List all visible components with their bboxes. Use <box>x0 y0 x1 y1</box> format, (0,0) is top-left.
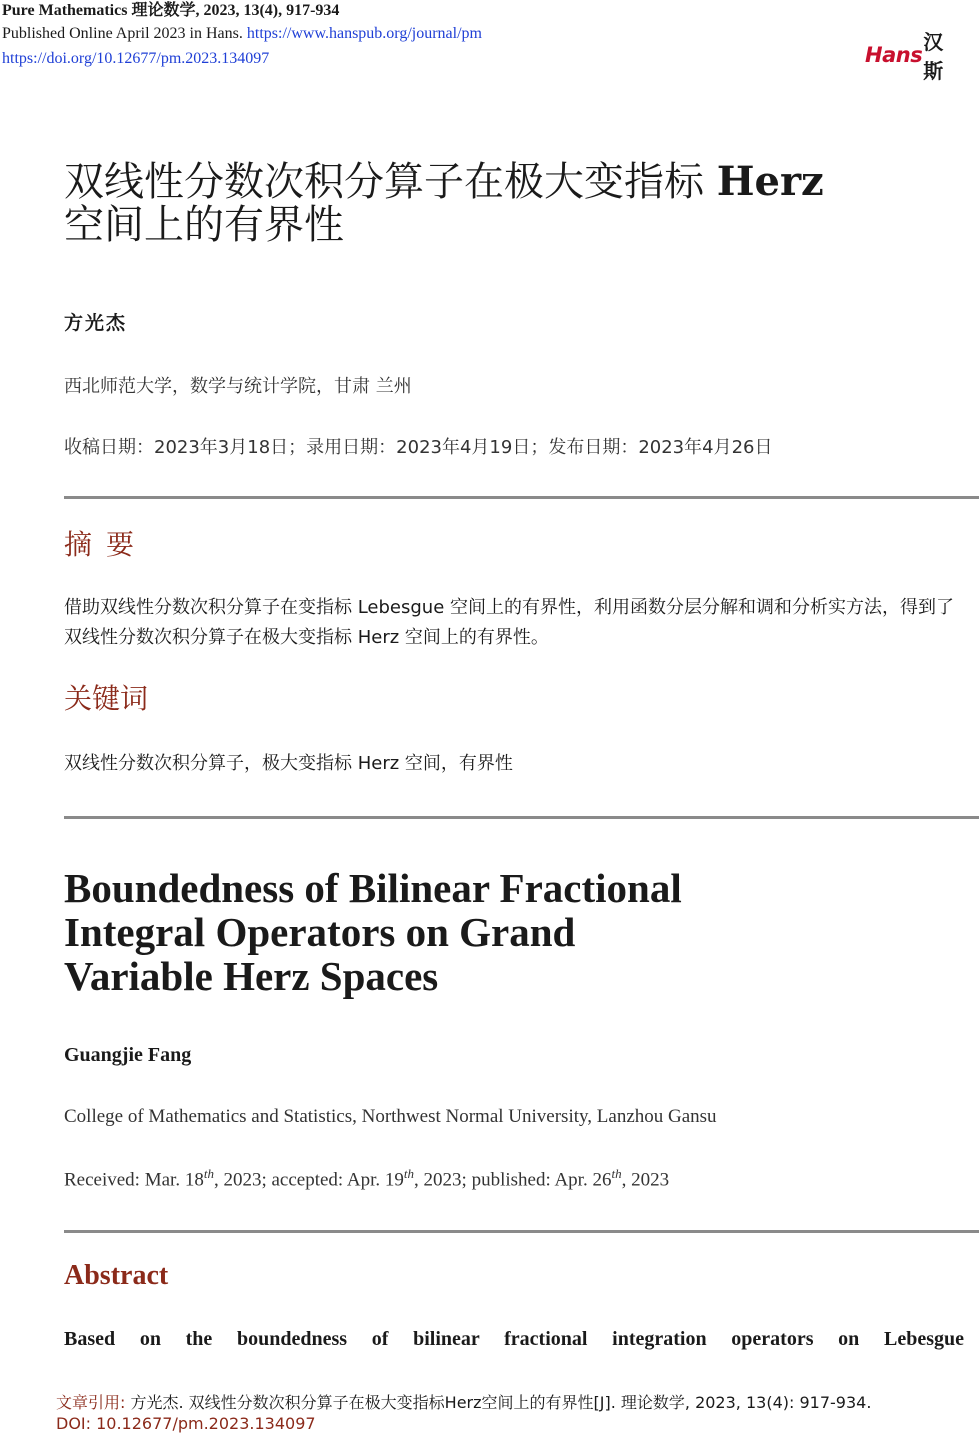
en-title-line3: Variable Herz Spaces <box>64 953 439 999</box>
journal-link[interactable]: https://www.hanspub.org/journal/pm <box>246 25 482 42</box>
section-divider-1 <box>64 496 979 499</box>
published-sup: th <box>611 1166 622 1181</box>
cn-title-prefix: 双线性分数次积分算子在极大变指标 <box>64 159 704 205</box>
accepted-sup: th <box>403 1166 415 1181</box>
published-text: Published Online April 2023 in Hans. <box>2 25 243 42</box>
en-title-line2: Integral Operators on Grand <box>64 909 576 955</box>
section-divider-2 <box>64 816 979 819</box>
hans-logo <box>865 30 961 83</box>
year-tail: , 2023 <box>621 1169 670 1191</box>
citation-footer <box>56 1392 966 1434</box>
en-title-line1: Boundedness of Bilinear Fractional <box>64 865 682 911</box>
en-abstract-heading: Abstract <box>64 1260 169 1291</box>
doi-link[interactable]: https://doi.org/10.12677/pm.2023.134097 <box>2 50 270 67</box>
cn-author: 方光杰 <box>64 312 128 334</box>
logo-cn: 汉斯 <box>923 30 943 83</box>
cn-keywords-text: 双线性分数次积分算子，极大变指标 Herz 空间，有界性 <box>64 753 513 774</box>
journal-line: Pure Mathematics 理论数学, 2023, 13(4), 917-934 <box>2 2 340 19</box>
cn-abstract-text: 借助双线性分数次积分算子在变指标 Lebesgue 空间上的有界性，利用函数分层分解和调和分析实方法，得到了双线性分数次积分算子在极大变指标 Herz 空间上的有界性。 <box>64 597 955 648</box>
footer-doi[interactable]: DOI: 10.12677/pm.2023.134097 <box>56 1414 316 1433</box>
logo-latin: Hans <box>865 43 923 67</box>
cn-dates: 收稿日期：2023年3月18日；录用日期：2023年4月19日；发布日期：2023年4月26日 <box>64 437 773 458</box>
en-title <box>64 866 964 998</box>
en-affiliation: College of Mathematics and Statistics, Northwest Normal University, Lanzhou Gansu <box>64 1106 717 1127</box>
en-dates <box>64 1166 669 1191</box>
section-divider-3 <box>64 1230 979 1233</box>
cn-title-suffix: 空间上的有界性 <box>64 202 344 248</box>
page-header <box>0 0 979 83</box>
cn-abstract-heading: 摘要 <box>64 528 149 561</box>
accepted-text: , 2023; accepted: Apr. 19 <box>213 1169 404 1191</box>
citation-label: 文章引用: <box>56 1393 126 1412</box>
cn-title-en-part: Herz <box>716 158 824 205</box>
cn-affiliation: 西北师范大学，数学与统计学院，甘肃 兰州 <box>64 376 412 397</box>
citation-text: 方光杰. 双线性分数次积分算子在极大变指标Herz空间上的有界性[J]. 理论数学, 2023, 13(4): 917-934. <box>130 1393 872 1412</box>
cn-title <box>64 160 964 247</box>
received-text: Received: Mar. 18 <box>64 1169 204 1191</box>
received-sup: th <box>203 1166 214 1181</box>
cn-keywords-heading: 关键词 <box>64 682 149 715</box>
en-abstract-text: Based on the boundedness of bilinear fractional integration operators on Lebesgue <box>64 1328 964 1350</box>
published-text-en: , 2023; published: Apr. 26 <box>414 1169 612 1191</box>
citation-line <box>56 1392 966 1413</box>
published-line <box>2 23 482 45</box>
en-author: Guangjie Fang <box>64 1044 192 1066</box>
